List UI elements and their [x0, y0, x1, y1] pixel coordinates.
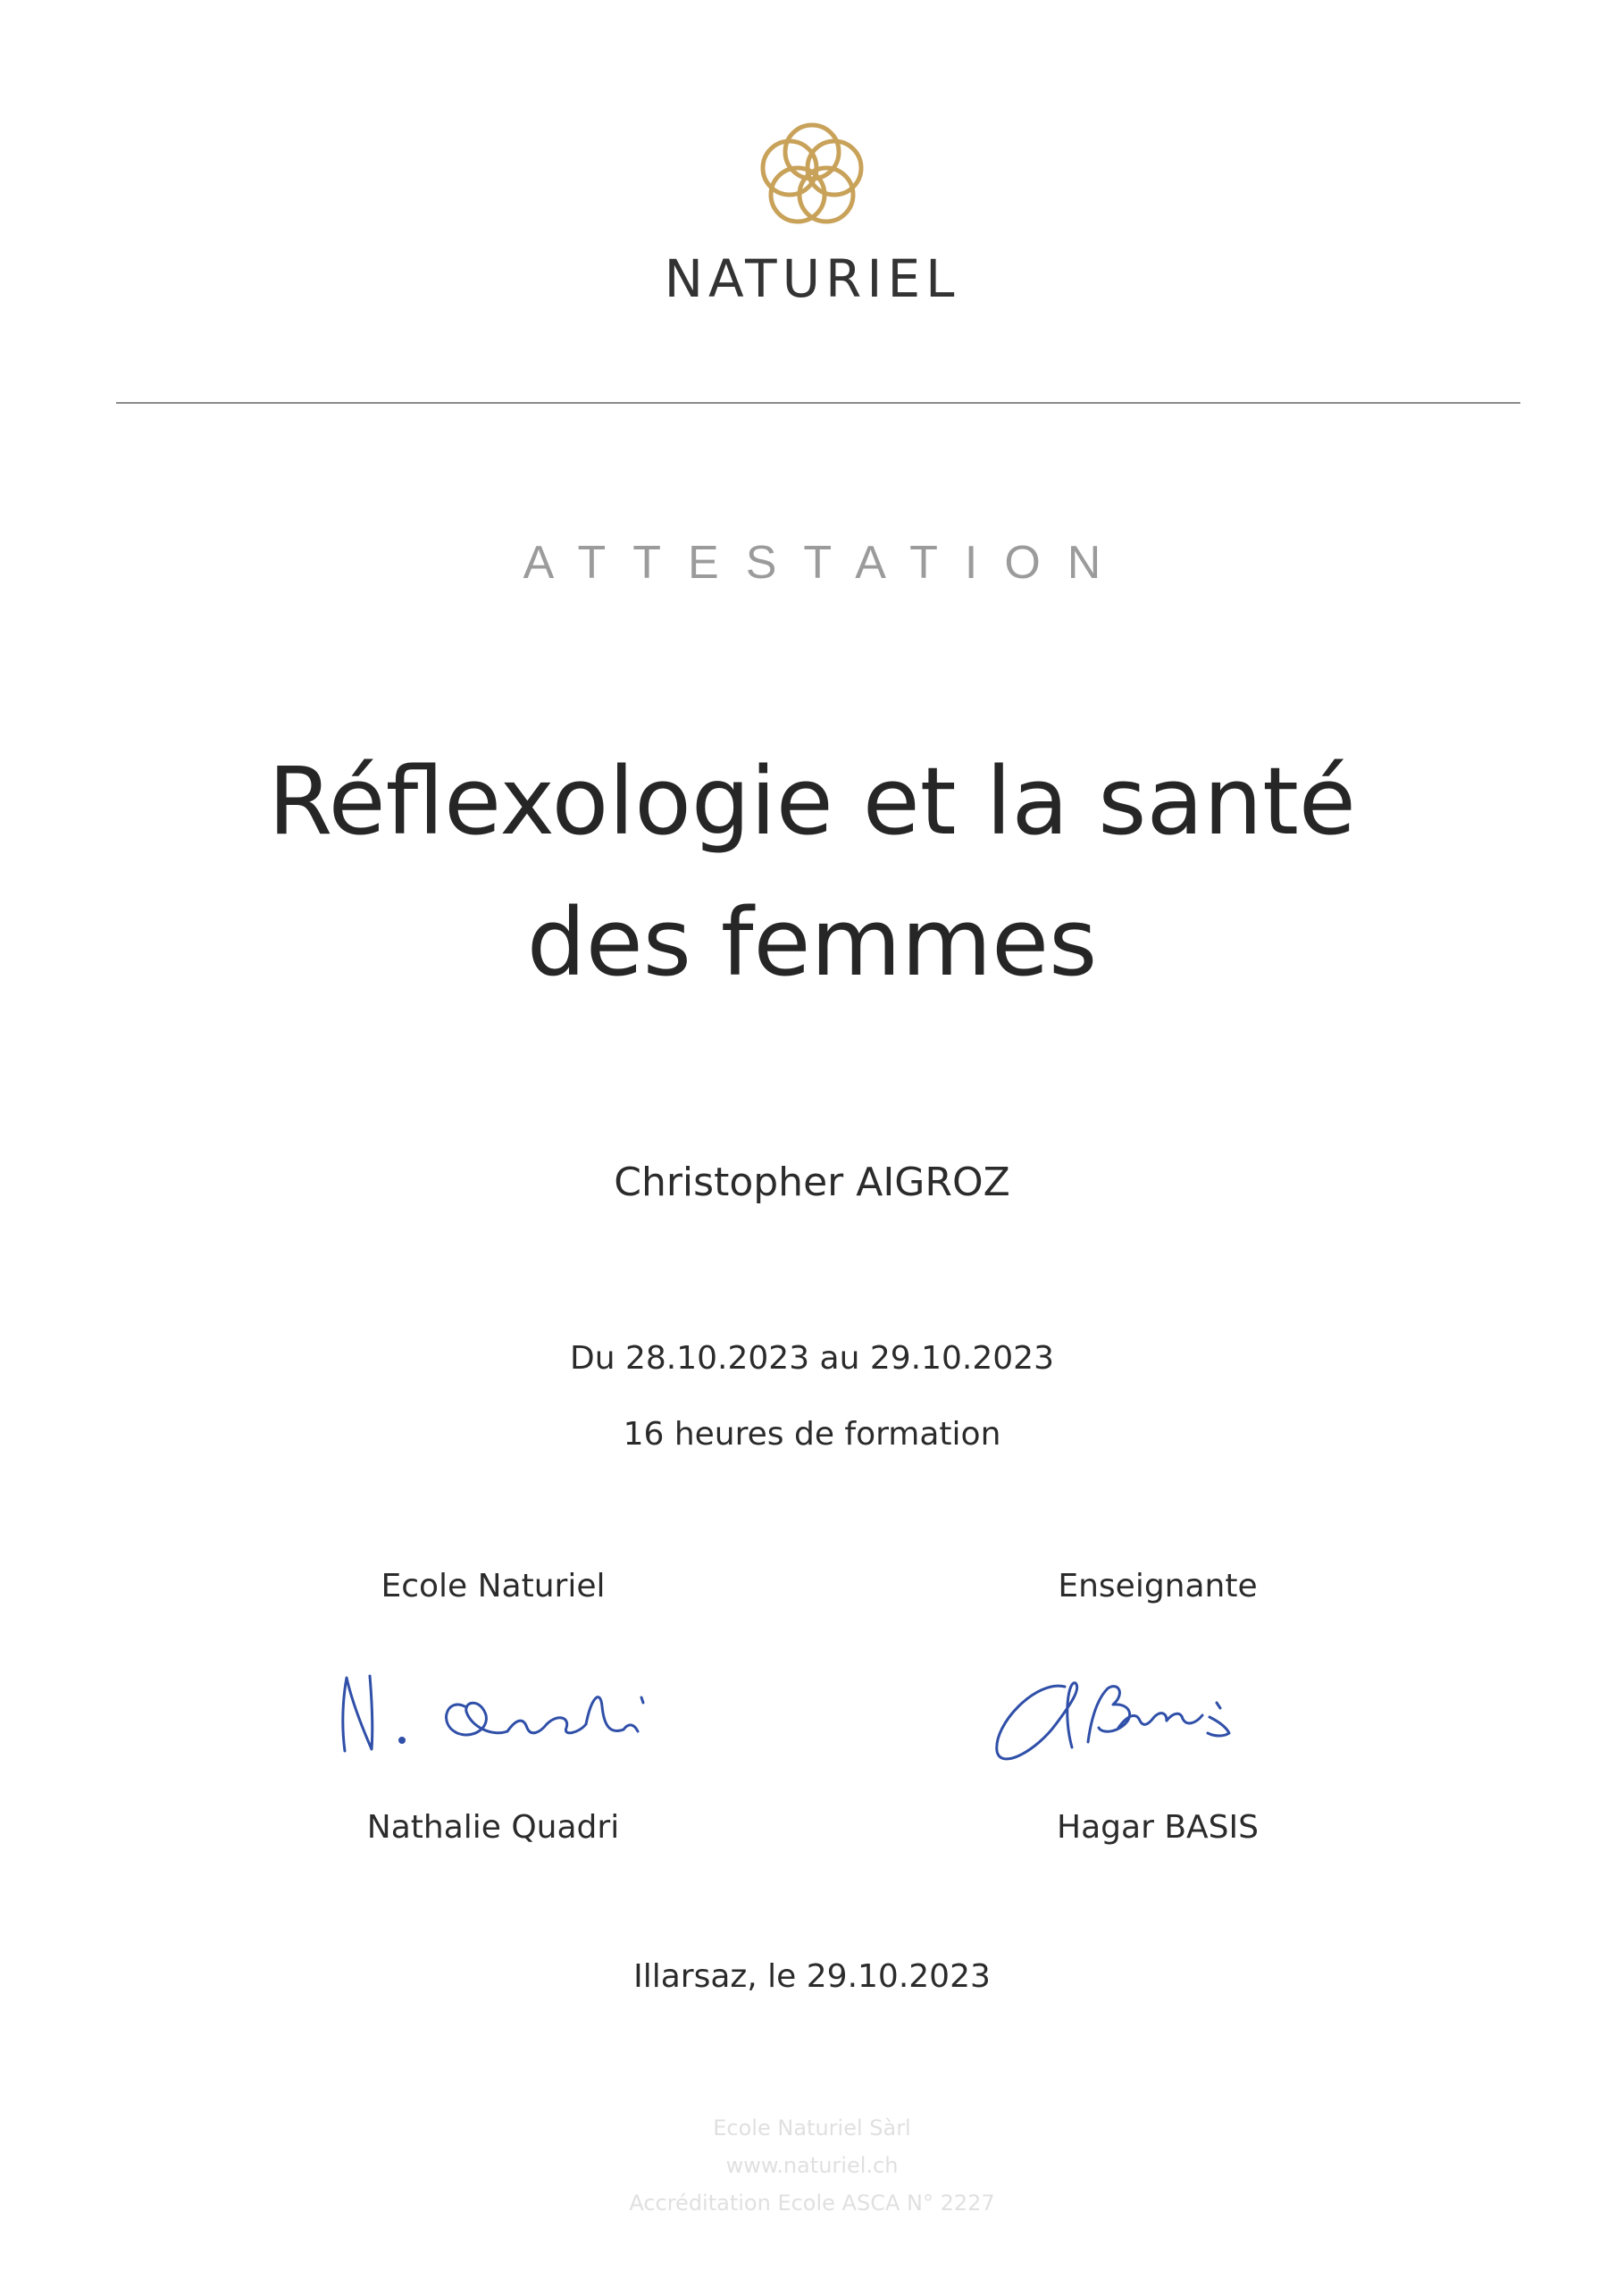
right-signatory-name: Hagar BASIS — [1057, 1809, 1259, 1846]
header-divider — [116, 402, 1520, 404]
place-and-date: Illarsaz, le 29.10.2023 — [633, 1958, 991, 1995]
course-dates: Du 28.10.2023 au 29.10.2023 — [570, 1340, 1054, 1377]
footer-website: www.naturiel.ch — [725, 2153, 899, 2178]
recipient-name: Christopher AIGROZ — [614, 1160, 1010, 1205]
course-title — [0, 731, 1624, 1013]
right-signature — [983, 1662, 1286, 1778]
left-signatory-role: Ecole Naturiel — [381, 1568, 606, 1604]
document-heading: ATTESTATION — [523, 537, 1128, 589]
course-hours: 16 heures de formation — [623, 1416, 1001, 1453]
flower-of-life-logo-icon — [745, 107, 879, 241]
footer-accreditation: Accréditation Ecole ASCA N° 2227 — [629, 2191, 995, 2216]
left-signature — [332, 1662, 672, 1778]
footer-company: Ecole Naturiel Sàrl — [713, 2115, 911, 2140]
course-title-line-1: Réflexologie et la santé — [268, 747, 1356, 856]
right-signatory-role: Enseignante — [1058, 1568, 1258, 1604]
brand-name: NATURIEL — [664, 248, 960, 309]
course-title-line-2: des femmes — [526, 888, 1098, 997]
left-signatory-name: Nathalie Quadri — [366, 1809, 620, 1846]
